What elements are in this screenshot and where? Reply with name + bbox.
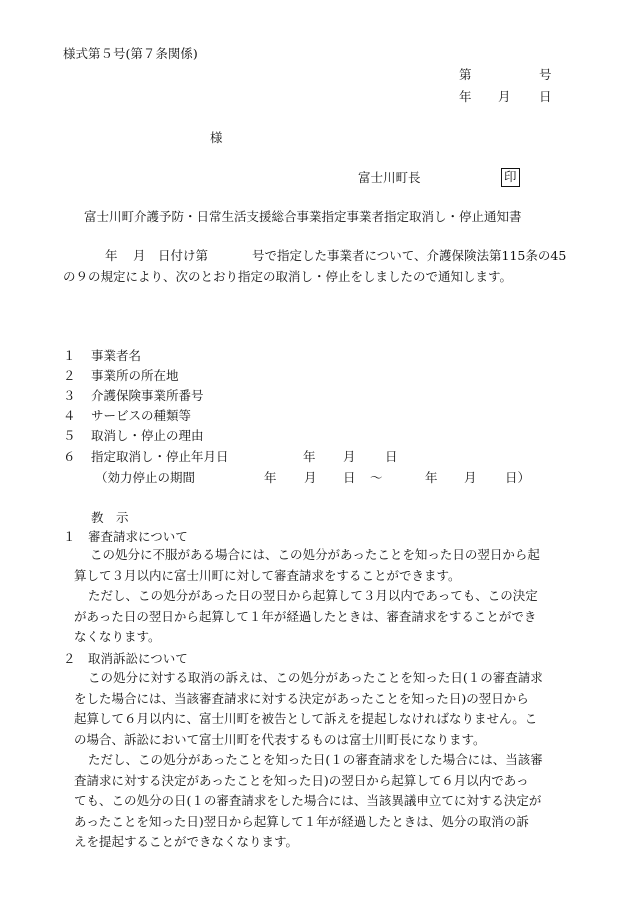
suspension-day2: 日） (505, 470, 531, 485)
doc-number-prefix: 第 (459, 67, 472, 82)
item-number: ６ (63, 449, 76, 464)
item-label: 介護保険事業所番号 (91, 388, 204, 403)
section1-heading: １ 審査請求について (63, 529, 188, 544)
item-number: ４ (63, 408, 76, 423)
section1-paragraph1 (62, 545, 582, 586)
text-line: えを提起することができなくなります。 (74, 834, 299, 849)
notice-heading: 教 示 (91, 510, 129, 525)
form-label: 様式第５号(第７条関係) (63, 46, 198, 61)
text-line: 算して３月以内に富士川町に対して審査請求をすることができます。 (74, 567, 461, 583)
text-line: 起算して６月以内に、富士川町を被告として訴えを提起しなければなりません。こ (74, 711, 538, 726)
suspension-month2: 月 (464, 470, 477, 485)
item-label: 事業所の所在地 (91, 368, 179, 383)
item-label: サービスの種類等 (91, 408, 192, 423)
item6-year: 年 (303, 449, 316, 464)
issuer-seal: 印 (501, 168, 520, 187)
issuer-name: 富士川町長 (358, 170, 421, 185)
suspension-open: （効力停止の期間 (95, 470, 196, 485)
suspension-day1: 日 (343, 470, 356, 485)
intro-month: 月 (133, 248, 146, 263)
text-line: この処分に不服がある場合には、この処分があったことを知った日の翌日から起 (90, 547, 540, 562)
text-line: 査請求に対する決定があったことを知った日)の翌日から起算して６月以内であっ (74, 772, 529, 788)
section2-paragraph1 (62, 668, 582, 750)
intro-number-text: 号で指定した事業者について、介護保険法第115条の45 (252, 248, 567, 263)
item-label: 指定取消し・停止年月日 (91, 449, 229, 464)
item6-month: 月 (343, 449, 356, 464)
text-line: ても、この処分の日(１の審査請求をした場合には、当該異議申立てに対する決定が (74, 793, 542, 808)
item-number: ５ (63, 428, 76, 443)
text-line: この処分に対する取消の訴えは、この処分があったことを知った日(１の審査請求 (88, 670, 543, 685)
doc-number-suffix: 号 (539, 67, 552, 82)
text-line: をした場合には、当該審査請求に対する決定があったことを知った日)の翌日から (74, 690, 529, 706)
item-label: 取消し・停止の理由 (91, 428, 204, 443)
text-line: なくなります。 (74, 629, 161, 644)
suspension-tilde: ～ (370, 470, 383, 485)
date-day: 日 (539, 89, 552, 104)
addressee-suffix: 様 (210, 130, 223, 145)
item-number: ３ (63, 388, 76, 403)
item-number: ２ (63, 368, 76, 383)
intro-year: 年 (105, 248, 118, 263)
intro-day-ref: 日付け第 (158, 248, 209, 263)
item-label: 事業者名 (91, 348, 142, 363)
text-line: があった日の翌日から起算して１年が経過したときは、審査請求をすることができ (74, 608, 537, 624)
date-month: 月 (498, 89, 511, 104)
section2-paragraph2 (62, 750, 582, 853)
date-year: 年 (459, 89, 472, 104)
document-title: 富士川町介護予防・日常生活支援総合事業指定事業者指定取消し・停止通知書 (84, 209, 522, 224)
text-line: ただし、この処分があったことを知った日(１の審査請求をした場合には、当該審 (88, 752, 543, 767)
item-number: １ (63, 348, 76, 363)
suspension-year2: 年 (425, 470, 438, 485)
seal-box (501, 168, 520, 187)
text-line: あったことを知った日)翌日から起算して１年が経過したときは、処分の取消の訴 (74, 813, 529, 829)
suspension-month1: 月 (304, 470, 317, 485)
intro-line-2: の９の規定により、次のとおり指定の取消し・停止をしましたので通知します。 (63, 269, 513, 284)
text-line: ただし、この処分があった日の翌日から起算して３月以内であっても、この決定 (88, 588, 538, 603)
suspension-year1: 年 (264, 470, 277, 485)
text-line: の場合、訴訟において富士川町を代表するものは富士川町長になります。 (74, 731, 486, 747)
item6-day: 日 (385, 449, 398, 464)
section1-paragraph2 (62, 586, 582, 648)
section2-heading: ２ 取消訴訟について (63, 651, 188, 666)
